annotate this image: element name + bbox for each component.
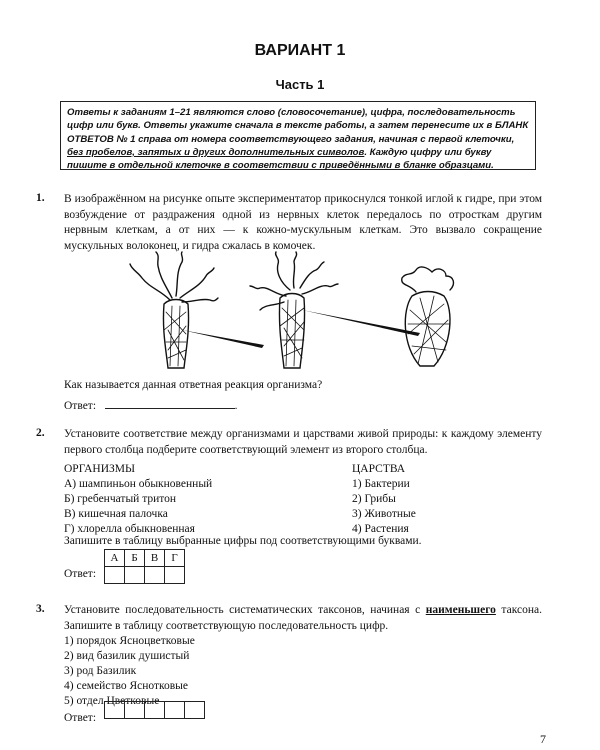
hydra2-tentacle xyxy=(293,252,296,288)
instructions-underlined: без пробелов, запятых и других дополнительных символов xyxy=(67,146,365,158)
q2-right-item: 3) Животные xyxy=(352,508,416,520)
q3-answer-cell[interactable] xyxy=(165,702,185,719)
q2-right-header: ЦАРСТВА xyxy=(352,463,406,475)
q1-text: В изображённом на рисунке опыте экспериментатор прикоснулся тонкой иглой к гидре, при этом возбуждение от раздражения одной из нервных клеток передалось по отросткам другим нервным клеткам, а от них — к кожно-мускульным клеткам. Это вызвало сокращение мускульных волоконец, и гидра сжалась в комочек. xyxy=(64,193,542,252)
q2-letter-cell: Б xyxy=(125,550,145,567)
q3-answer-table xyxy=(104,701,205,719)
q2-answer-cell[interactable] xyxy=(125,567,145,584)
q2-left-header: ОРГАНИЗМЫ xyxy=(64,463,136,475)
hydra1-tentacle xyxy=(176,252,183,296)
hydra2-tentacle xyxy=(276,252,290,290)
q2-left-item: Б) гребенчатый тритон xyxy=(64,493,177,505)
q1-question: Как называется данная ответная реакция организма? xyxy=(64,379,323,391)
q2-answer-label: Ответ: xyxy=(64,568,97,580)
q3-item: 2) вид базилик душистый xyxy=(64,650,190,662)
q3-item: 1) порядок Ясноцветковые xyxy=(64,635,195,647)
q2-number: 2. xyxy=(36,427,45,439)
instructions-text-1: Ответы к заданиям 1–21 являются слово (словосочетание), цифра, последовательность цифр или букв. Ответы укажите сначала в тексте работы, а затем перенесите их в БЛАНК ОТВЕТОВ № 1 справа от номера соответствующего задания, начиная с первой клеточки, xyxy=(67,107,529,145)
q2-letter-cell: В xyxy=(145,550,165,567)
q3-number: 3. xyxy=(36,603,45,615)
hydra3-tentacles xyxy=(402,267,454,292)
q3-answer-cell[interactable] xyxy=(145,702,165,719)
q3-answer-cell[interactable] xyxy=(125,702,145,719)
q3-text-before: Установите последовательность систематических таксонов, начиная с xyxy=(64,604,426,616)
q2-organisms-column xyxy=(64,462,212,537)
q2-answer-cell[interactable] xyxy=(145,567,165,584)
q2-left-item: Г) хлорелла обыкновенная xyxy=(64,523,195,535)
q3-items-list xyxy=(64,634,195,709)
q2-left-item: В) кишечная палочка xyxy=(64,508,168,520)
q2-right-item: 2) Грибы xyxy=(352,493,396,505)
part-title: Часть 1 xyxy=(275,77,325,92)
q3-item: 5) отдел Цветковые xyxy=(64,695,160,707)
q2-text: Установите соответствие между организмами и царствами живой природы: к каждому элементу первого столбца подберите соответствующий элемент из второго столбца. xyxy=(64,428,542,456)
needle-1 xyxy=(182,330,264,348)
q1-answer-label: Ответ: xyxy=(64,400,97,412)
page-number: 7 xyxy=(540,732,546,746)
q3-text-after: таксона. Запишите в таблицу соответствующую последовательность цифр. xyxy=(64,604,542,632)
q1-answer-field[interactable] xyxy=(105,398,235,409)
q3-text xyxy=(64,603,542,634)
hydra2-body xyxy=(279,294,304,369)
q2-answer-cell[interactable] xyxy=(105,567,125,584)
q3-answer-cell[interactable] xyxy=(105,702,125,719)
instructions-text-2: . Каждую цифру или букву пишите в отдельной клеточке в соответствии с приведёнными в бланке образцами. xyxy=(67,146,494,172)
q1-number: 1. xyxy=(36,192,45,204)
q1-answer-end: . xyxy=(234,400,238,412)
hydra1-tentacle xyxy=(182,298,218,302)
instructions-box xyxy=(60,101,536,170)
q3-item: 3) род Базилик xyxy=(64,665,137,677)
hydra1-tentacle xyxy=(180,268,214,298)
q2-left-item: А) шампиньон обыкновенный xyxy=(64,478,213,490)
q3-answer-label: Ответ: xyxy=(64,712,97,724)
q2-right-item: 1) Бактерии xyxy=(352,478,410,490)
q2-letter-cell: А xyxy=(105,550,125,567)
q2-answer-table xyxy=(104,549,185,584)
hydra3-body xyxy=(405,292,450,367)
q3-text-bold: наименьшего xyxy=(425,604,496,616)
q2-table-instruction: Запишите в таблицу выбранные цифры под соответствующими буквами. xyxy=(64,535,422,547)
q3-item: 4) семейство Яснотковые xyxy=(64,680,189,692)
hydra-figure xyxy=(120,250,480,375)
hydra1-body xyxy=(163,300,188,369)
q2-kingdoms-column xyxy=(352,462,416,537)
q2-answer-cell[interactable] xyxy=(165,567,185,584)
q2-letter-cell: Г xyxy=(165,550,185,567)
variant-title: ВАРИАНТ 1 xyxy=(254,42,346,59)
q2-right-item: 4) Растения xyxy=(352,523,409,535)
hydra2-tentacle xyxy=(250,286,286,296)
needle-2 xyxy=(302,310,420,336)
q3-answer-cell[interactable] xyxy=(185,702,205,719)
q1-answer-row xyxy=(64,398,238,414)
hydra2-tentacle xyxy=(302,284,338,294)
hydra2-tentacle xyxy=(300,262,324,288)
